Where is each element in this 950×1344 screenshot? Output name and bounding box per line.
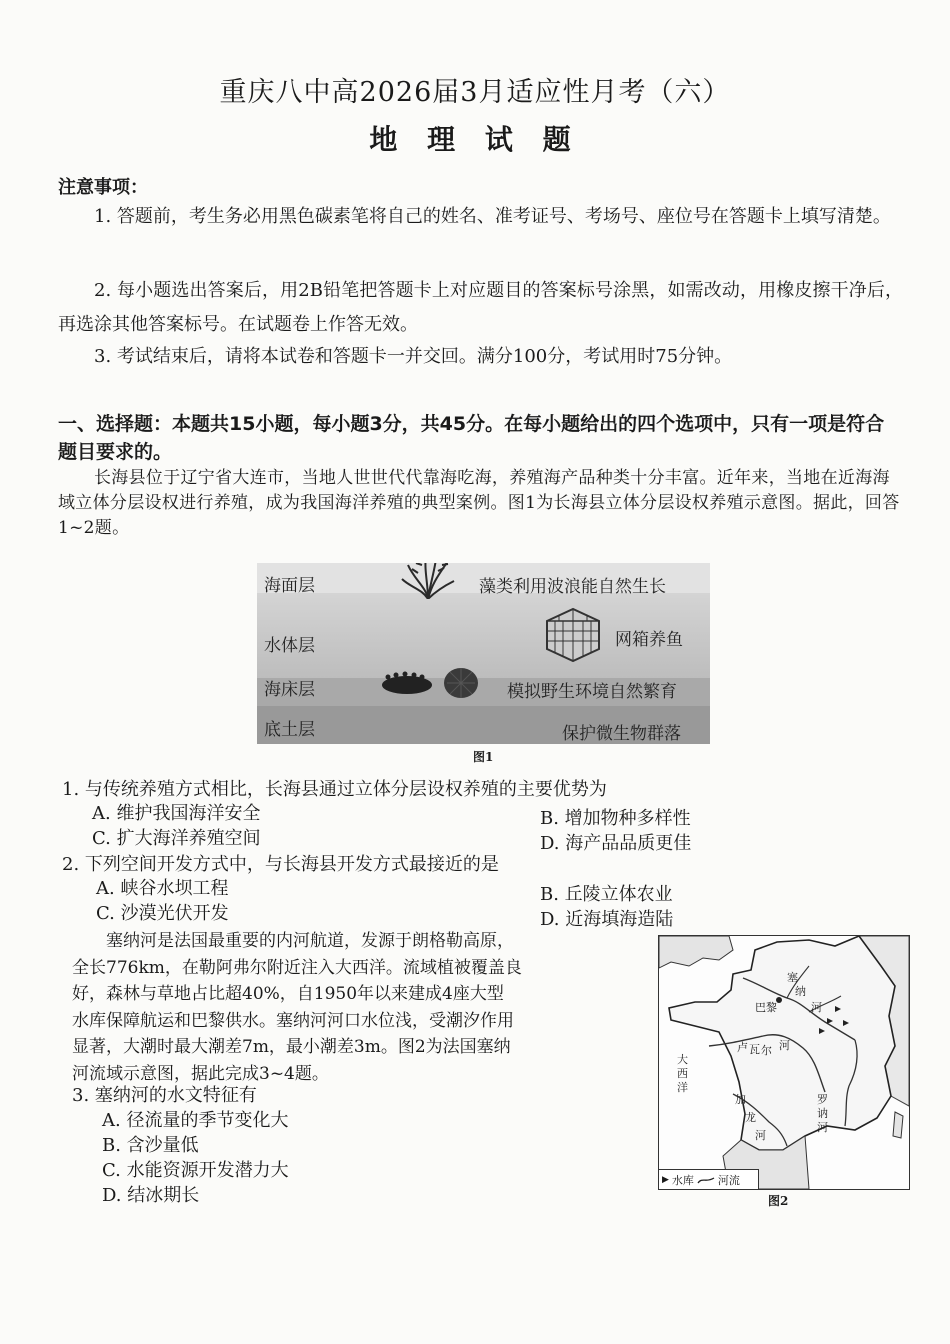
passage-line-5: 显著，大潮时最大潮差7m，最小潮差3m。图2为法国塞纳	[72, 1037, 511, 1057]
passage-line-4: 水库保障航运和巴黎供水。塞纳河河口水位浅，受潮汐作用	[72, 1010, 514, 1031]
figure-1-caption: 图1	[473, 750, 494, 764]
notice-item-2: 2. 每小题选出答案后，用2B铅笔把答题卡上对应题目的答案标号涂黑，如需改动，用橡皮擦干净后，再选涂其他答案标号。在试题卷上作答无效。	[58, 280, 903, 335]
map-label-atlantic-3: 洋	[677, 1081, 688, 1094]
map-label-sai: 塞	[787, 971, 798, 984]
subject-title: 地 理 试 题	[369, 123, 581, 156]
map-label-atlantic-2: 西	[677, 1067, 688, 1080]
notice-item-3: 3. 考试结束后，请将本试卷和答题卡一并交回。满分100分，考试用时75分钟。	[94, 346, 733, 367]
question-2-option-d: D. 近海填海造陆	[540, 909, 674, 930]
question-3-option-b: B. 含沙量低	[102, 1135, 199, 1156]
map-label-loire-1: 卢	[737, 1041, 748, 1054]
map-label-paris: 巴黎	[755, 1001, 777, 1014]
question-3-option-d: D. 结冰期长	[102, 1185, 200, 1206]
passage-line-3: 好，森林与草地占比超40%，自1950年以来建成4座大型	[72, 984, 504, 1004]
net-cage-icon	[537, 607, 609, 663]
map-legend	[659, 1169, 759, 1189]
question-1-option-c: C. 扩大海洋养殖空间	[92, 828, 261, 849]
layer-desc-seabed: 模拟野生环境自然繁育	[507, 682, 677, 702]
layer-name-surface: 海面层	[264, 576, 315, 596]
question-2-option-a: A. 峡谷水坝工程	[96, 878, 229, 899]
map-label-he: 河	[811, 1001, 822, 1014]
figure-2-caption: 图2	[768, 1194, 789, 1208]
figure-2-map	[658, 935, 910, 1190]
figure-1	[257, 563, 710, 744]
seine-passage	[72, 928, 642, 1087]
exam-title: 重庆八中高2026届3月适应性月考（六）	[219, 77, 731, 108]
notice-heading: 注意事项：	[58, 177, 148, 198]
passage-line-1: 塞纳河是法国最重要的内河航道，发源于朗格勒高原，	[106, 931, 514, 951]
question-1-option-a: A. 维护我国海洋安全	[92, 803, 261, 824]
map-label-na: 纳	[795, 985, 806, 998]
map-label-atlantic-1: 大	[677, 1053, 688, 1066]
sea-urchin-icon	[439, 661, 483, 701]
layer-desc-soil: 保护微生物群落	[562, 724, 681, 744]
river-legend-icon	[697, 1175, 715, 1185]
question-3-option-a: A. 径流量的季节变化大	[102, 1110, 289, 1131]
question-1-option-b: B. 增加物种多样性	[540, 808, 691, 829]
map-label-loire-2: 瓦	[749, 1043, 760, 1056]
question-1-stem: 1. 与传统养殖方式相比，长海县通过立体分层设权养殖的主要优势为	[62, 779, 607, 800]
map-label-loire-4: 河	[779, 1039, 790, 1052]
map-label-rhone-2: 讷	[817, 1107, 828, 1120]
map-label-rhone-1: 罗	[817, 1093, 828, 1106]
reservoir-legend-icon: ▶	[662, 1174, 669, 1185]
map-label-garonne-1: 加	[735, 1093, 746, 1106]
france-map-svg	[659, 936, 909, 1189]
notice-item-1: 1. 答题前，考生务必用黑色碳素笔将自己的姓名、准考证号、考场号、座位号在答题卡上填写清楚。	[94, 206, 891, 227]
passage-line-6: 河流域示意图，据此完成3~4题。	[72, 1063, 329, 1084]
layer-name-seabed: 海床层	[264, 680, 315, 700]
question-2-stem: 2. 下列空间开发方式中，与长海县开发方式最接近的是	[62, 854, 499, 875]
question-2-option-c: C. 沙漠光伏开发	[96, 903, 229, 924]
question-3-option-c: C. 水能资源开发潜力大	[102, 1160, 289, 1181]
map-label-garonne-2: 龙	[745, 1111, 756, 1124]
section-heading: 一、选择题：本题共15小题，每小题3分，共45分。在每小题给出的四个选项中，只有一项是符合题目要求的。	[58, 413, 885, 463]
layer-name-soil: 底土层	[264, 720, 315, 740]
sea-cucumber-icon	[380, 671, 434, 697]
question-3-stem: 3. 塞纳河的水文特征有	[72, 1085, 257, 1106]
layer-desc-water: 网箱养鱼	[615, 630, 683, 650]
seaweed-icon	[400, 563, 456, 599]
question-2-option-b: B. 丘陵立体农业	[540, 884, 673, 905]
passage-line-2: 全长776km，在勒阿弗尔附近注入大西洋。流域植被覆盖良	[72, 957, 522, 978]
legend-reservoir-label: 水库	[671, 1173, 694, 1187]
map-label-garonne-3: 河	[755, 1129, 766, 1142]
layer-desc-surface: 藻类利用波浪能自然生长	[479, 577, 666, 597]
map-label-rhone-3: 河	[817, 1121, 828, 1134]
intro-passage: 长海县位于辽宁省大连市，当地人世世代代靠海吃海，养殖海产品种类十分丰富。近年来，当地在近海海域立体分层设权进行养殖，成为我国海洋养殖的典型案例。图1为长海县立体分层设权养殖示意图。据此，回答1~2题。	[58, 468, 900, 538]
legend-river-label: 河流	[717, 1173, 740, 1187]
map-label-loire-3: 尔	[761, 1044, 772, 1057]
question-1-option-d: D. 海产品品质更佳	[540, 833, 692, 854]
layer-name-water: 水体层	[264, 636, 315, 656]
